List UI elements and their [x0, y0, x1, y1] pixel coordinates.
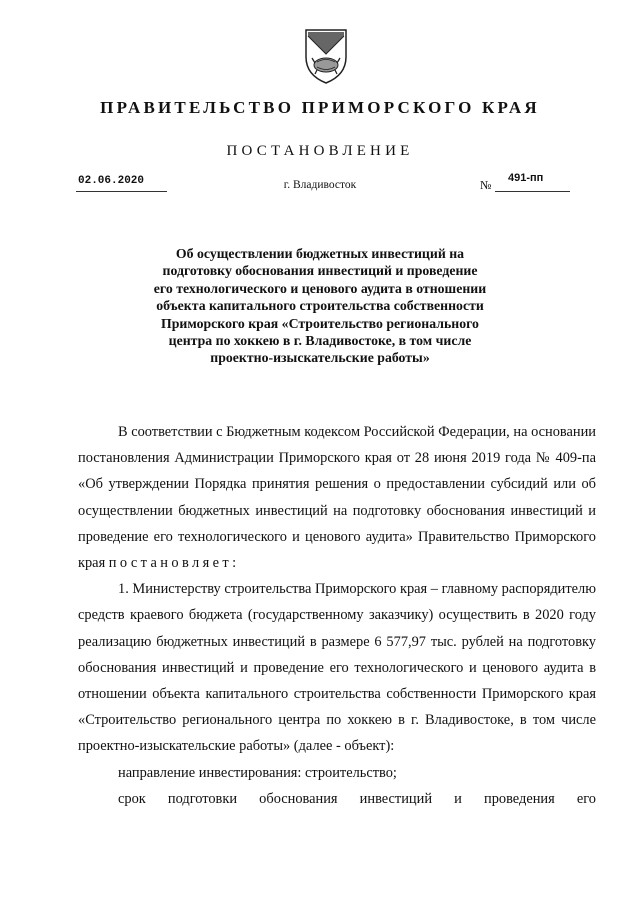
title-line: объекта капитального строительства собственности — [156, 298, 484, 314]
title-line: проектно-изыскательские работы» — [210, 350, 430, 366]
number-underline — [495, 191, 570, 192]
document-type: ПОСТАНОВЛЕНИЕ — [226, 143, 414, 159]
number-sign: № — [480, 178, 492, 192]
paragraph-text: В соответствии с Бюджетным кодексом Российской Федерации, на основании постановления Администрации Приморского края от 28 июня 2019 года № 409-па «Об утверждении Порядка принятия решения о предоставлении субсидий или об осуществлении бюджетных инвестиций на подготовку обоснования инвестиций и проведение его технологического и ценового аудита» Правительство Приморского края — [78, 424, 596, 572]
title-line: Приморского края «Строительство регионального — [161, 315, 479, 331]
body-paragraph: направление инвестирования: строительство; — [118, 764, 397, 781]
organization-name: ПРАВИТЕЛЬСТВО ПРИМОРСКОГО КРАЯ — [100, 98, 540, 117]
title-line: центра по хоккею в г. Владивостоке, в том числе — [168, 333, 472, 349]
body-paragraph: срок подготовки обоснования инвестиций и проведения его — [118, 790, 596, 807]
title-line: его технологического и ценового аудита в отношении — [153, 280, 487, 296]
document-number: 491-пп — [508, 172, 544, 184]
document-date: 02.06.2020 — [78, 175, 145, 187]
body-paragraph: 1. Министерству строительства Приморского края – главному распорядителю средств краевого бюджета (государственному заказчику) осуществить в 2020 году реализацию бюджетных инвестиций в размере 6 577,97 тыс. рублей на подготовку обоснования инвестиций и проведение его технологического и ценового аудита в отношении объекта капитального строительства собственности Приморского края «Строительство регионального центра по хоккею в г. Владивостоке, в том числе проектно-изыскательские работы» (далее - объект): — [78, 581, 596, 755]
title-line: Об осуществлении бюджетных инвестиций на — [175, 246, 465, 261]
document-city: г. Владивосток — [283, 179, 357, 191]
title-line: подготовку обоснования инвестиций и проведение — [162, 263, 478, 279]
coat-of-arms-emblem — [303, 27, 349, 85]
resolution-word: постановляет: — [108, 555, 240, 572]
document-body — [78, 419, 596, 812]
date-underline — [76, 191, 167, 192]
document-title — [130, 245, 510, 367]
body-paragraph — [78, 419, 596, 576]
